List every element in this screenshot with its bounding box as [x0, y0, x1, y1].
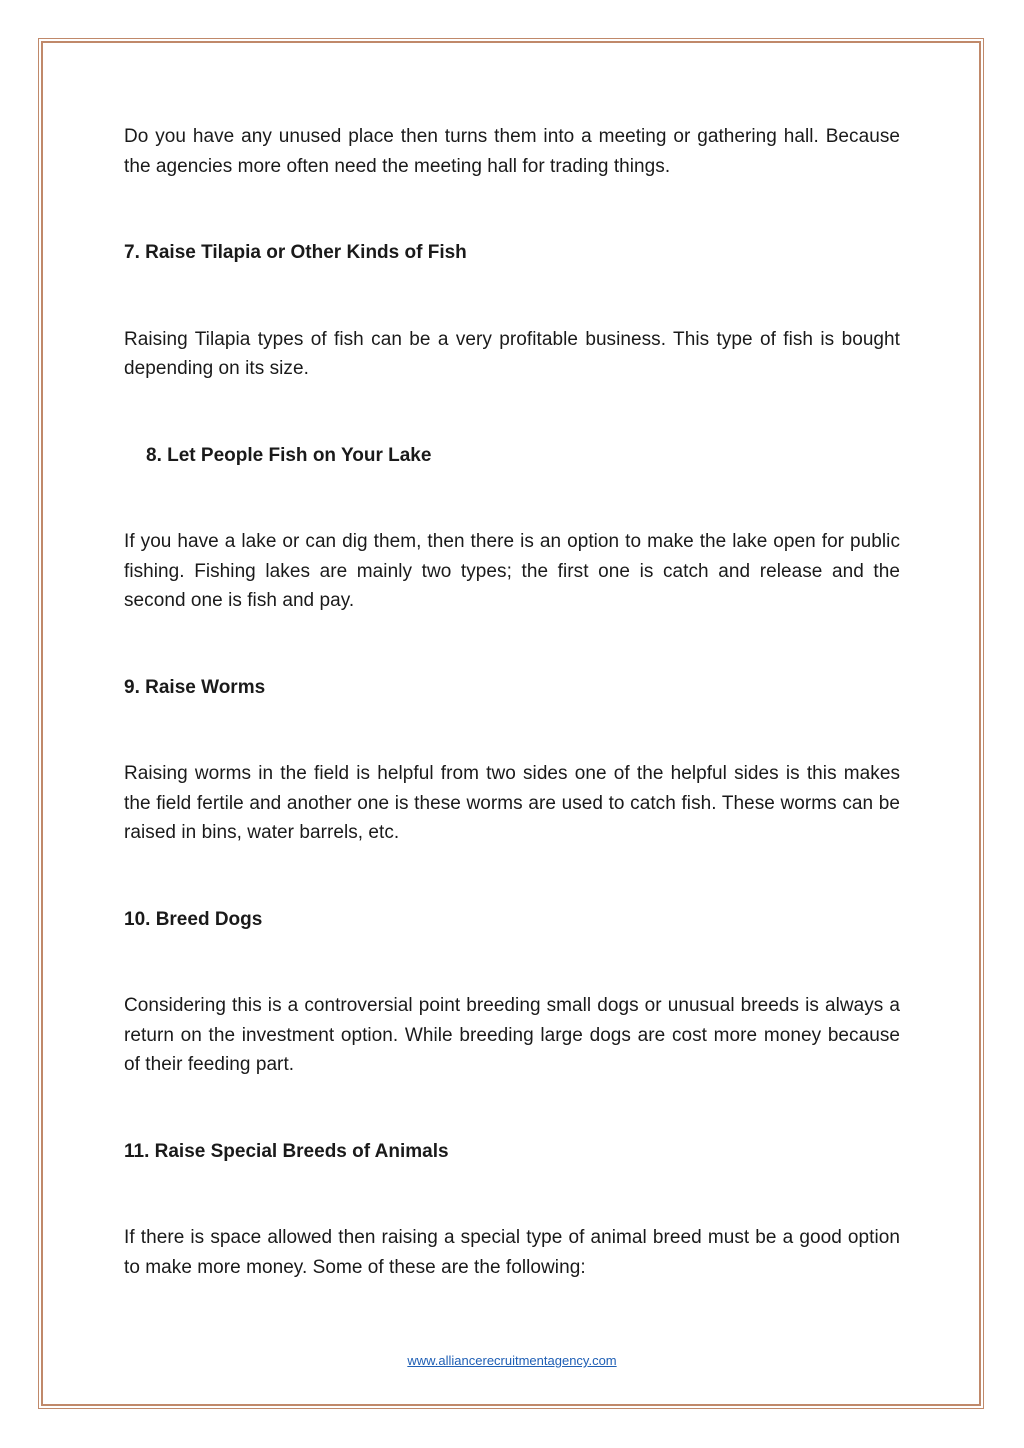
paragraph-dogs: Considering this is a controversial point breeding small dogs or unusual breeds is always a return on the investment option. While breeding large dogs are cost more money because of their feeding part.: [124, 995, 900, 1075]
paragraph-worms: Raising worms in the field is helpful from two sides one of the helpful sides is this makes the field fertile and another one is these worms are used to catch fish. These worms can be raised in bins, water barrels, etc.: [124, 763, 900, 843]
paragraph-tilapia: Raising Tilapia types of fish can be a very profitable business. This type of fish is bought depending on its size.: [124, 328, 900, 379]
heading-special-breeds: 11. Raise Special Breeds of Animals: [124, 1140, 449, 1162]
heading-raise-worms: 9. Raise Worms: [124, 676, 266, 698]
paragraph-special-breeds: If there is space allowed then raising a special type of animal breed must be a good option to make more money. Some of these are the following:: [124, 1227, 900, 1278]
document-body: [124, 122, 900, 1282]
heading-breed-dogs: 10. Breed Dogs: [124, 908, 263, 930]
paragraph-fish-lake: If you have a lake or can dig them, then there is an option to make the lake open for public fishing. Fishing lakes are mainly two types; the first one is catch and release and the second one is fish and pay.: [124, 531, 900, 611]
heading-raise-tilapia: 7. Raise Tilapia or Other Kinds of Fish: [124, 242, 467, 263]
paragraph-meeting-hall: Do you have any unused place then turns them into a meeting or gathering hall. Because the agencies more often need the meeting hall for trading things.: [124, 126, 900, 177]
heading-fish-lake: 8. Let People Fish on Your Lake: [146, 444, 432, 466]
footer-website-link[interactable]: www.alliancerecruitmentagency.com: [407, 1353, 617, 1368]
